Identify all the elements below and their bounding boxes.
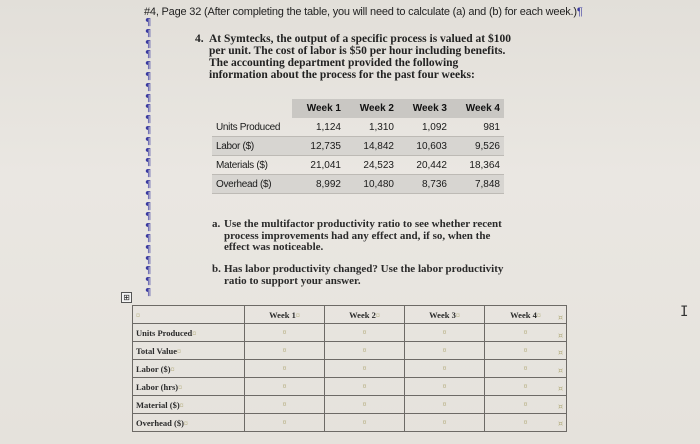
paragraph-mark: ¶: [145, 222, 152, 234]
data-col-week3: Week 3: [398, 99, 451, 118]
data-table-corner: [212, 99, 292, 118]
paragraph-mark: ¶: [145, 49, 152, 61]
table-cell: 981: [451, 118, 504, 137]
cell-mark: ¤: [170, 364, 175, 374]
cell-mark: ¤: [362, 364, 367, 373]
paragraph-mark: ¶: [145, 27, 152, 39]
cell-mark: ¤: [192, 328, 197, 338]
cell-mark: ¤: [375, 310, 380, 320]
header-line: [144, 6, 583, 18]
row-label[interactable]: [133, 378, 245, 396]
paragraph-mark: ¶: [145, 276, 152, 288]
paragraph-mark: ¶: [145, 178, 152, 190]
cell-mark: ¤: [362, 346, 367, 355]
row-label-text: Labor (hrs): [136, 381, 179, 392]
problem-number: 4.: [195, 33, 204, 45]
table-cell: 8,736: [398, 175, 451, 194]
answer-col-week2[interactable]: [325, 306, 405, 324]
data-col-week1: Week 1: [292, 99, 345, 118]
paragraph-mark: ¶: [145, 81, 152, 93]
table-cell[interactable]: [485, 396, 567, 414]
row-end-mark: ¤: [558, 366, 564, 376]
header-text: #4, Page 32 (After completing the table, you will need to calculate (a) and (b) for each week.): [144, 6, 577, 18]
paragraph-mark: ¶: [145, 38, 152, 50]
paragraph-mark: ¶: [145, 254, 152, 266]
answer-col-week3[interactable]: [405, 306, 485, 324]
table-row: [212, 156, 504, 175]
cell-mark: ¤: [442, 400, 447, 409]
sub-question-text: Has labor productivity changed? Use the labor productivity ratio to support your answer.: [224, 263, 504, 287]
table-cell[interactable]: [245, 414, 325, 432]
table-cell[interactable]: [485, 342, 567, 360]
table-cell: 24,523: [345, 156, 398, 175]
table-cell: 1,124: [292, 118, 345, 137]
sub-question-label: b.: [212, 263, 221, 275]
cell-mark: ¤: [455, 310, 460, 320]
table-row: [133, 324, 567, 342]
row-label[interactable]: [133, 324, 245, 342]
row-end-mark: ¤: [558, 313, 564, 322]
cell-mark: ¤: [282, 364, 287, 373]
answer-table-header: [133, 306, 567, 324]
table-cell[interactable]: [325, 324, 405, 342]
table-cell[interactable]: [405, 342, 485, 360]
cell-mark: ¤: [177, 346, 182, 356]
cell-mark: ¤: [442, 328, 447, 337]
col-label: Week 3: [429, 309, 456, 320]
answer-col-week4[interactable]: [485, 306, 567, 324]
paragraph-mark: ¶: [145, 60, 152, 72]
paragraph-mark: ¶: [145, 243, 152, 255]
sub-question-text: Use the multifactor productivity ratio to see whether recent process improvements had any effect and, if so, when the effect was noticeable.: [224, 218, 502, 253]
row-label-text: Overhead ($): [136, 417, 184, 428]
cell-mark: ¤: [536, 310, 541, 320]
table-cell[interactable]: [325, 378, 405, 396]
paragraph-mark: ¶: [145, 211, 152, 223]
table-cell: 8,992: [292, 175, 345, 194]
table-row: [133, 414, 567, 432]
problem-statement[interactable]: [195, 33, 515, 81]
row-end-mark: ¤: [558, 401, 564, 411]
row-label[interactable]: [133, 342, 245, 360]
data-col-week2: Week 2: [345, 99, 398, 118]
table-cell: 10,480: [345, 175, 398, 194]
table-cell[interactable]: [133, 306, 245, 324]
row-label[interactable]: [133, 360, 245, 378]
paragraph-mark: ¶: [145, 135, 152, 147]
data-table: [212, 99, 504, 194]
row-label-text: Labor ($): [136, 363, 171, 374]
row-label: Units Produced: [212, 118, 292, 137]
cell-mark: ¤: [362, 418, 367, 427]
table-cell[interactable]: [485, 324, 567, 342]
answer-table-body[interactable]: [133, 324, 567, 432]
table-cell: 12,735: [292, 137, 345, 156]
table-cell: 1,310: [345, 118, 398, 137]
table-cell[interactable]: [405, 414, 485, 432]
cell-mark: ¤: [362, 382, 367, 391]
table-cell[interactable]: [245, 360, 325, 378]
cell-mark: ¤: [362, 328, 367, 337]
cell-mark: ¤: [523, 328, 528, 337]
table-cell[interactable]: [245, 378, 325, 396]
answer-table[interactable]: [132, 305, 567, 432]
col-label: Week 4: [510, 309, 537, 320]
paragraph-mark: ¶: [145, 103, 152, 115]
paragraph-mark: ¶: [145, 157, 152, 169]
table-cell[interactable]: [405, 324, 485, 342]
row-end-mark: ¤: [558, 419, 564, 429]
row-label-text: Units Produced: [136, 327, 193, 338]
cell-mark: ¤: [523, 346, 528, 355]
cell-mark: ¤: [179, 400, 184, 410]
paragraph-mark: ¶: [145, 232, 152, 244]
row-label: Labor ($): [212, 137, 292, 156]
cell-mark: ¤: [523, 418, 528, 427]
table-row: [212, 118, 504, 137]
table-cell[interactable]: [245, 396, 325, 414]
table-cell[interactable]: [485, 414, 567, 432]
row-label: Overhead ($): [212, 175, 292, 194]
paragraph-mark: ¶: [145, 168, 152, 180]
cell-mark: ¤: [282, 346, 287, 355]
table-cell: 10,603: [398, 137, 451, 156]
sub-question-b[interactable]: [212, 264, 512, 287]
paragraph-mark: ¶: [145, 17, 152, 28]
table-cell[interactable]: [325, 414, 405, 432]
paragraph-mark: ¶: [145, 70, 152, 82]
cell-mark: ¤: [282, 328, 287, 337]
paragraph-mark: ¶: [145, 146, 152, 158]
paragraph-marks-column: [145, 18, 155, 298]
row-end-marks: [558, 309, 578, 433]
answer-col-week1[interactable]: [245, 306, 325, 324]
table-cell: 1,092: [398, 118, 451, 137]
table-cell: 9,526: [451, 137, 504, 156]
paragraph-mark: ¶: [145, 92, 152, 104]
row-label-text: Material ($): [136, 399, 180, 410]
table-cell[interactable]: [405, 360, 485, 378]
cell-mark: ¤: [523, 400, 528, 409]
table-cell[interactable]: [405, 396, 485, 414]
cell-mark: ¤: [178, 382, 183, 392]
cell-mark: ¤: [282, 382, 287, 391]
table-cell[interactable]: [325, 342, 405, 360]
col-label: Week 2: [349, 309, 376, 320]
sub-question-label: a.: [212, 218, 221, 230]
move-handle-icon[interactable]: ⊞: [121, 292, 132, 303]
table-row: [133, 360, 567, 378]
sub-question-a[interactable]: [212, 219, 512, 254]
cell-mark: ¤: [442, 382, 447, 391]
table-row: [212, 137, 504, 156]
problem-text: At Symtecks, the output of a specific process is valued at $100 per unit. The cost of labor is $50 per hour including benefits. The accounting department provided the following information about the process for the past four weeks:: [209, 33, 511, 81]
cell-mark: ¤: [523, 382, 528, 391]
paragraph-mark: ¶: [145, 200, 152, 212]
table-row: [212, 175, 504, 194]
paragraph-mark: ¶: [145, 265, 152, 277]
cell-mark: ¤: [523, 364, 528, 373]
row-end-mark: ¤: [558, 348, 564, 358]
paragraph-mark: ¶: [145, 286, 152, 298]
table-cell[interactable]: [325, 360, 405, 378]
paragraph-mark: ¶: [145, 124, 152, 136]
cell-mark: ¤: [183, 418, 188, 428]
cell-mark: ¤: [282, 400, 287, 409]
cell-mark: ¤: [442, 418, 447, 427]
table-cell[interactable]: [245, 324, 325, 342]
row-label: Materials ($): [212, 156, 292, 175]
cell-mark: ¤: [442, 364, 447, 373]
data-col-week4: Week 4: [451, 99, 504, 118]
cell-mark: ¤: [136, 310, 140, 320]
table-cell[interactable]: [405, 378, 485, 396]
table-cell[interactable]: [245, 342, 325, 360]
row-end-mark: ¤: [558, 330, 564, 340]
table-cell: 21,041: [292, 156, 345, 175]
table-cell: 14,842: [345, 137, 398, 156]
cell-mark: ¤: [295, 310, 300, 320]
table-cell[interactable]: [485, 360, 567, 378]
table-cell: 20,442: [398, 156, 451, 175]
table-row: [133, 342, 567, 360]
row-end-mark: ¤: [558, 383, 564, 393]
row-label-text: Total Value: [136, 345, 178, 356]
table-row: [133, 396, 567, 414]
text-cursor-icon: I: [680, 304, 689, 320]
table-cell[interactable]: [325, 396, 405, 414]
paragraph-mark: ¶: [576, 6, 583, 18]
cell-mark: ¤: [362, 400, 367, 409]
table-cell: 7,848: [451, 175, 504, 194]
table-cell: 18,364: [451, 156, 504, 175]
col-label: Week 1: [269, 309, 296, 320]
cell-mark: ¤: [442, 346, 447, 355]
row-label[interactable]: [133, 396, 245, 414]
table-row: [133, 378, 567, 396]
data-table-header: [212, 99, 504, 118]
table-cell[interactable]: [485, 378, 567, 396]
cell-mark: ¤: [282, 418, 287, 427]
row-label[interactable]: [133, 414, 245, 432]
paragraph-mark: ¶: [145, 114, 152, 126]
paragraph-mark: ¶: [145, 189, 152, 201]
